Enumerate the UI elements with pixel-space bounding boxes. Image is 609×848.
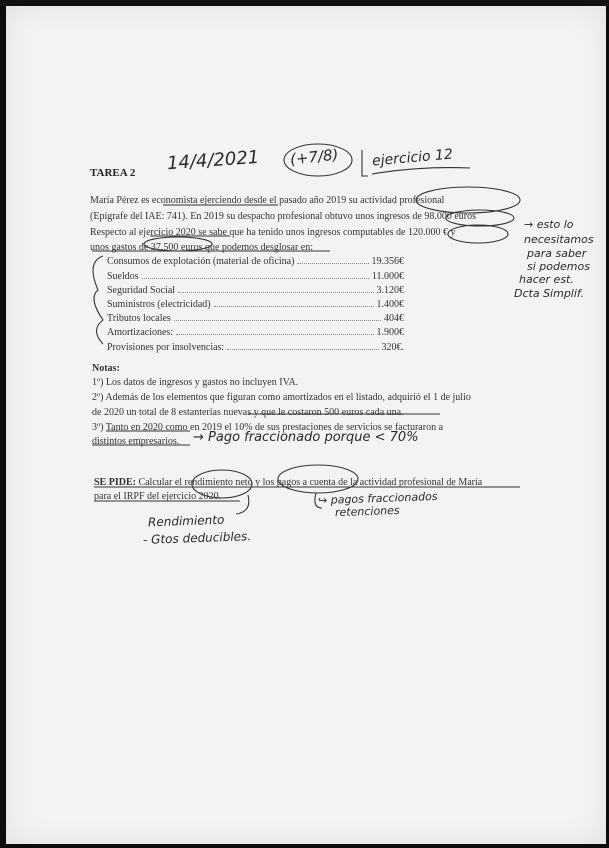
statement-line-1: María Pérez es economista ejerciendo desde el pasado año 2019 su actividad profesional — [90, 195, 445, 206]
bracket-exercise — [362, 150, 368, 176]
margin-note-line: si podemos — [527, 260, 590, 273]
expense-row: Sueldos 11.000€ — [107, 271, 404, 282]
note-2-line-2: de 2020 un total de 8 estanterías nuevas y que le costaron 500 euros cada una. — [92, 407, 404, 418]
circle-pagos — [278, 465, 358, 493]
margin-note-line: para saber — [527, 247, 587, 260]
task-line-2: para el IRPF del ejercicio 2020. — [94, 491, 222, 502]
circle-actividad — [416, 187, 520, 213]
handwritten-rendimiento: Rendimiento — [147, 512, 225, 530]
margin-note-line: hacer est. — [519, 273, 574, 286]
margin-note-line: necesitamos — [524, 233, 594, 246]
expense-row: Provisiones por insolvencias: 320€. — [107, 342, 404, 353]
notes-title: Notas: — [92, 363, 120, 374]
page-title: TAREA 2 — [90, 167, 136, 179]
circle-120000 — [448, 225, 508, 243]
brace-expenses — [93, 256, 103, 344]
margin-note-line: → esto lo — [524, 218, 574, 231]
expense-row: Seguridad Social 3.120€ — [107, 285, 404, 296]
note-1: 1º) Los datos de ingresos y gastos no incluyen IVA. — [92, 377, 299, 388]
note-3-handwritten: → Pago fraccionado porque < 70% — [193, 430, 419, 445]
task-line-1: SE PIDE: Calcular el rendimiento neto y los pagos a cuenta de la actividad profesional de María — [94, 477, 483, 488]
hook-rendimiento — [236, 495, 249, 514]
handwritten-exercise: ejercicio 12 — [371, 146, 454, 170]
underline-exercise — [372, 168, 470, 174]
margin-note-line: Dcta Simplif. — [514, 287, 585, 300]
note-3-line-1: 3º) Tanto en 2020 como en 2019 el 10% de sus prestaciones de servicios se facturaron a — [92, 422, 444, 433]
hook-pagos — [315, 493, 322, 508]
expense-row: Consumos de explotación (material de oficina) 19.356€ — [107, 256, 404, 267]
expense-row: Suministros (electricidad) 1.400€ — [107, 299, 404, 310]
expense-row: Tributos locales 404€ — [107, 313, 404, 324]
note-2-line-1: 2º) Además de los elementos que figuran como amortizados en el listado, adquirió el 1 de julio — [92, 392, 471, 403]
statement-line-3: Respecto al ejercicio 2020 se sabe que ha tenido unos ingresos computables de 120.000 € y — [90, 227, 456, 238]
handwritten-retenciones: retenciones — [334, 503, 400, 520]
circle-pages — [284, 144, 352, 176]
handwritten-pagos: ↪ pagos fraccionados — [317, 489, 438, 508]
handwritten-date: 14/4/2021 — [166, 146, 260, 175]
circle-37500 — [144, 237, 212, 251]
expense-row: Amortizaciones: 1.900€ — [107, 327, 404, 338]
handwritten-gastos-deducibles: - Gtos deducibles. — [142, 529, 252, 547]
circle-rendimiento — [192, 470, 252, 498]
note-3-line-2: distintos empresarios. — [92, 436, 180, 447]
statement-line-4: unos gastos de 37.500 euros que podemos desglosar en: — [90, 242, 314, 253]
handwritten-pages: (+7/8) — [289, 145, 340, 169]
statement-line-2: (Epígrafe del IAE: 741). En 2019 su despacho profesional obtuvo unos ingresos de 98.000 euros — [90, 211, 477, 222]
